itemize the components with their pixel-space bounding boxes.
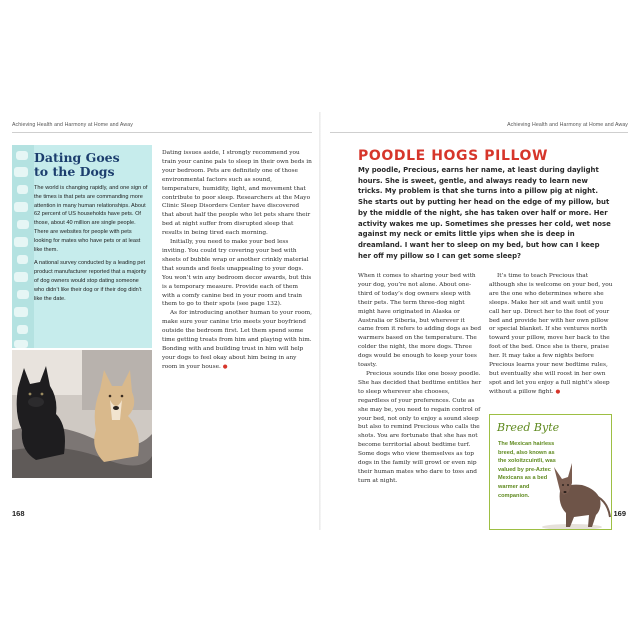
dogs-on-bed-photo (12, 350, 152, 478)
paw-icon: ● (555, 388, 561, 395)
hairless-dog-illustration (530, 447, 612, 530)
body-paragraph: Dating issues aside, I strongly recommend you train your canine pals to sleep in their own beds in your bedroom. Pets are definitely one of those environmental factors such as sound, temperature, humidity, light, and movement that contribute to poor sleep. Researchers at the Mayo Clinic Sleep Disorders Center have discovered that about half the people who let pets share their bed at night suffer from disrupted sleep that results in being tired each morning. (162, 150, 312, 237)
sidebar-pattern (12, 145, 34, 348)
running-head-right: Achieving Health and Harmony at Home and Away (507, 122, 628, 128)
dating-sidebar (12, 145, 152, 348)
body-paragraph: When it comes to sharing your bed with your dog, you’re not alone. About one-third of today’s dog owners sleep with their pets. The term three-dog night might have originated in Alaska or Australia or Siberia, but wherever it came from it refers to adding dogs as bed warmers based on the temperature. The colder the night, the more dogs. Three dogs would be enough to keep your toes toasty. (358, 273, 482, 369)
book-spread (0, 112, 640, 530)
right-column-2 (489, 272, 615, 397)
sidebar-title-line2: to the Dogs (34, 164, 115, 179)
body-paragraph (489, 272, 615, 397)
right-column-1 (358, 272, 482, 486)
article-title: POODLE HOGS PILLOW (358, 148, 549, 164)
sidebar-paragraph-2: A national survey conducted by a leading pet product manufacturer reported that a majority of dog owners would stop dating someone who didn’t like their dog or if their dog didn’t like the date. (34, 260, 147, 302)
body-paragraph: Initially, you need to make your bed less inviting. You could try covering your bed with sheets of bubble wrap or another crinkly material that sounds and feels unappealing to your dogs. You won’t win any bedroom decor awards, but this is a temporary measure. Provide each of them with a comfy canine bed in your room and train them to go to their spots (see page 132). (162, 239, 312, 308)
page-number-left: 168 (12, 509, 25, 518)
body-paragraph: Precious sounds like one bossy poodle. She has decided that bedtime entitles her to sleep wherever she chooses, regardless of your preferences. Cute as she may be, you need to regain control of your bed, not only to enjoy a sound sleep but also to remind Precious who calls the shots. You are fortunate that she has not become territorial about bedtime turf. Some dogs who view themselves as top dogs in the family will growl or even nip their human mates who dare to toss and turn at night. (358, 370, 482, 484)
body-paragraph-text: As for introducing another human to your room, make sure your canine trio meets your boyfriend outside the bedroom first. Let them spend some time getting treats from him and playing with him. Bonding with and building trust in him will help your dogs to feel okay about him being in any room in your house. (162, 310, 312, 370)
header-rule-right (330, 132, 628, 133)
breed-byte-title: Breed Byte (497, 421, 560, 434)
body-paragraph-text: It’s time to teach Precious that although she is welcome on your bed, you are the one who determines where she sleeps. Make her sit and wait until you call her up. Direct her to the foot of your bed and provide her with her own pillow or special blanket. If she ventures north toward your pillow, move her back to the foot of the bed. Once she is there, praise her. It may take a few nights before Precious learns your new bedtime rules, but eventually she will roost in her own spot and let you enjoy a full night’s sleep without a pillow fight. (489, 273, 613, 395)
sidebar-title-line1: Dating Goes (34, 150, 120, 165)
sidebar-paragraph-1: The world is changing rapidly, and one sign of the times is that pets are commanding more attention in many human relationships. About 62 percent of US households have pets. Of those, about 40 million are single people. There are websites for people with pets looking for mates who have pets or at least like them. (34, 185, 148, 253)
running-head-left: Achieving Health and Harmony at Home and Away (12, 122, 133, 128)
page-number-right: 169 (613, 509, 626, 518)
paw-icon: ● (222, 363, 228, 370)
body-paragraph (162, 309, 312, 371)
header-rule-left (12, 132, 312, 133)
sidebar-title (34, 151, 148, 179)
breed-byte-box (489, 414, 612, 530)
article-question: My poodle, Precious, earns her name, at least during daylight hours. She is sweet, gentle, and always ready to learn new tricks. My problem is that she turns into a pillow pig at night. She starts out by putting her head on the edge of my pillow, but by the middle of the night, she has taken over half or more. Her activity wakes me up. Sometimes she presses her cold, wet nose against my neck or emits little yips when she is deep in dreamland. I want her to sleep on my bed, but how can I keep her off my pillow so I can get some sleep? (358, 166, 611, 260)
breed-byte-text: The Mexican hairless breed, also known as the xoloitzcuintli, was valued by pre-Aztec Mexicans as a bed warmer and companion. (498, 441, 556, 499)
book-spine (319, 112, 321, 530)
left-body-column (162, 149, 312, 372)
